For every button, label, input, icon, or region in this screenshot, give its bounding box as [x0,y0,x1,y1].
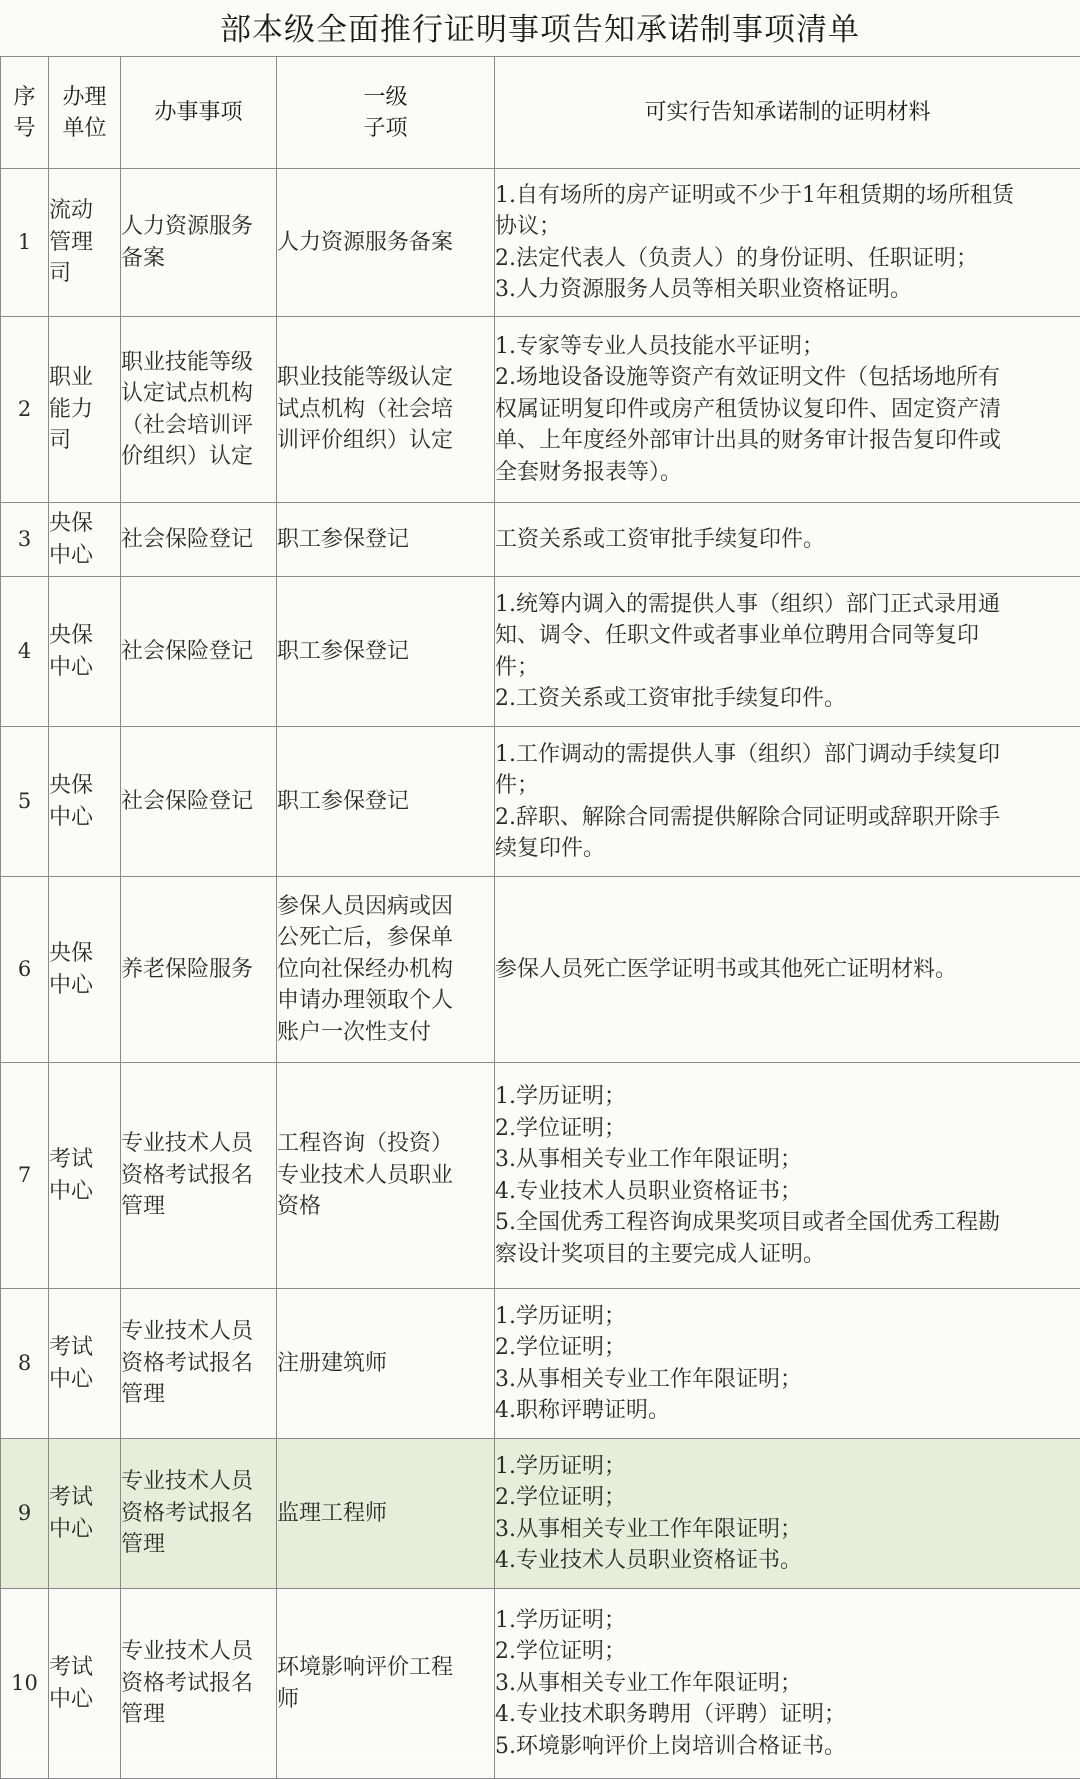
table-row [1,1063,1080,1289]
row-number: 6 [1,877,49,1063]
table-row [1,877,1080,1063]
header-no: 序 号 [1,57,49,169]
header-materials: 可实行告知承诺制的证明材料 [495,57,1080,169]
table-row [1,317,1080,503]
row-item: 社会保险登记 [121,577,277,727]
row-materials: 1.学历证明； 2.学位证明； 3.从事相关专业工作年限证明； 4.专业技术职务聘用（评聘）证明； 5.环境影响评价上岗培训合格证书。 [495,1589,1080,1779]
row-materials: 1.统筹内调入的需提供人事（组织）部门正式录用通 知、调令、任职文件或者事业单位聘用合同等复印 件； 2.工资关系或工资审批手续复印件。 [495,577,1080,727]
row-materials: 1.自有场所的房产证明或不少于1年租赁期的场所租赁 协议； 2.法定代表人（负责人）的身份证明、任职证明； 3.人力资源服务人员等相关职业资格证明。 [495,169,1080,317]
row-unit: 央保 中心 [49,877,121,1063]
row-sub-item: 监理工程师 [277,1439,495,1589]
row-sub-item: 参保人员因病或因 公死亡后，参保单 位向社保经办机构 申请办理领取个人 账户一次性支付 [277,877,495,1063]
row-sub-item: 职业技能等级认定 试点机构（社会培 训评价组织）认定 [277,317,495,503]
row-materials: 1.学历证明； 2.学位证明； 3.从事相关专业工作年限证明； 4.专业技术人员职业资格证书； 5.全国优秀工程咨询成果奖项目或者全国优秀工程勘 察设计奖项目的主要完成人证明。 [495,1063,1080,1289]
row-item: 社会保险登记 [121,503,277,577]
row-unit: 央保 中心 [49,503,121,577]
row-item: 专业技术人员 资格考试报名 管理 [121,1439,277,1589]
header-sub: 一级 子项 [277,57,495,169]
row-materials: 工资关系或工资审批手续复印件。 [495,503,1080,577]
row-sub-item: 注册建筑师 [277,1289,495,1439]
table-row [1,577,1080,727]
row-number: 3 [1,503,49,577]
row-unit: 考试 中心 [49,1289,121,1439]
row-sub-item: 工程咨询（投资） 专业技术人员职业 资格 [277,1063,495,1289]
row-materials: 1.学历证明； 2.学位证明； 3.从事相关专业工作年限证明； 4.职称评聘证明。 [495,1289,1080,1439]
table-row-highlighted [1,1439,1080,1589]
row-sub-item: 环境影响评价工程 师 [277,1589,495,1779]
row-item: 人力资源服务 备案 [121,169,277,317]
row-materials: 1.专家等专业人员技能水平证明； 2.场地设备设施等资产有效证明文件（包括场地所有 权属证明复印件或房产租赁协议复印件、固定资产清 单、上年度经外部审计出具的财务审计报告复印件或 全套财务报表等）。 [495,317,1080,503]
row-item: 专业技术人员 资格考试报名 管理 [121,1063,277,1289]
row-materials: 参保人员死亡医学证明书或其他死亡证明材料。 [495,877,1080,1063]
row-item: 专业技术人员 资格考试报名 管理 [121,1289,277,1439]
table-row [1,169,1080,317]
row-item: 职业技能等级 认定试点机构 （社会培训评 价组织）认定 [121,317,277,503]
row-number: 1 [1,169,49,317]
row-unit: 考试 中心 [49,1439,121,1589]
row-item: 专业技术人员 资格考试报名 管理 [121,1589,277,1779]
row-sub-item: 职工参保登记 [277,577,495,727]
page-title: 部本级全面推行证明事项告知承诺制事项清单 [0,0,1080,56]
row-unit: 考试 中心 [49,1589,121,1779]
row-sub-item: 人力资源服务备案 [277,169,495,317]
row-unit: 央保 中心 [49,577,121,727]
row-unit: 央保 中心 [49,727,121,877]
row-number: 4 [1,577,49,727]
row-number: 10 [1,1589,49,1779]
row-number: 8 [1,1289,49,1439]
table-row [1,1589,1080,1779]
row-materials: 1.工作调动的需提供人事（组织）部门调动手续复印 件； 2.辞职、解除合同需提供解除合同证明或辞职开除手 续复印件。 [495,727,1080,877]
row-unit: 职业 能力 司 [49,317,121,503]
header-unit: 办理 单位 [49,57,121,169]
row-item: 社会保险登记 [121,727,277,877]
row-number: 2 [1,317,49,503]
row-item: 养老保险服务 [121,877,277,1063]
header-row [1,57,1080,169]
row-number: 7 [1,1063,49,1289]
table-row [1,727,1080,877]
header-item: 办事事项 [121,57,277,169]
table-row [1,1289,1080,1439]
items-table [0,56,1080,1779]
row-unit: 流动 管理 司 [49,169,121,317]
row-number: 5 [1,727,49,877]
row-unit: 考试 中心 [49,1063,121,1289]
table-row [1,503,1080,577]
row-materials: 1.学历证明； 2.学位证明； 3.从事相关专业工作年限证明； 4.专业技术人员职业资格证书。 [495,1439,1080,1589]
row-sub-item: 职工参保登记 [277,727,495,877]
row-number: 9 [1,1439,49,1589]
row-sub-item: 职工参保登记 [277,503,495,577]
